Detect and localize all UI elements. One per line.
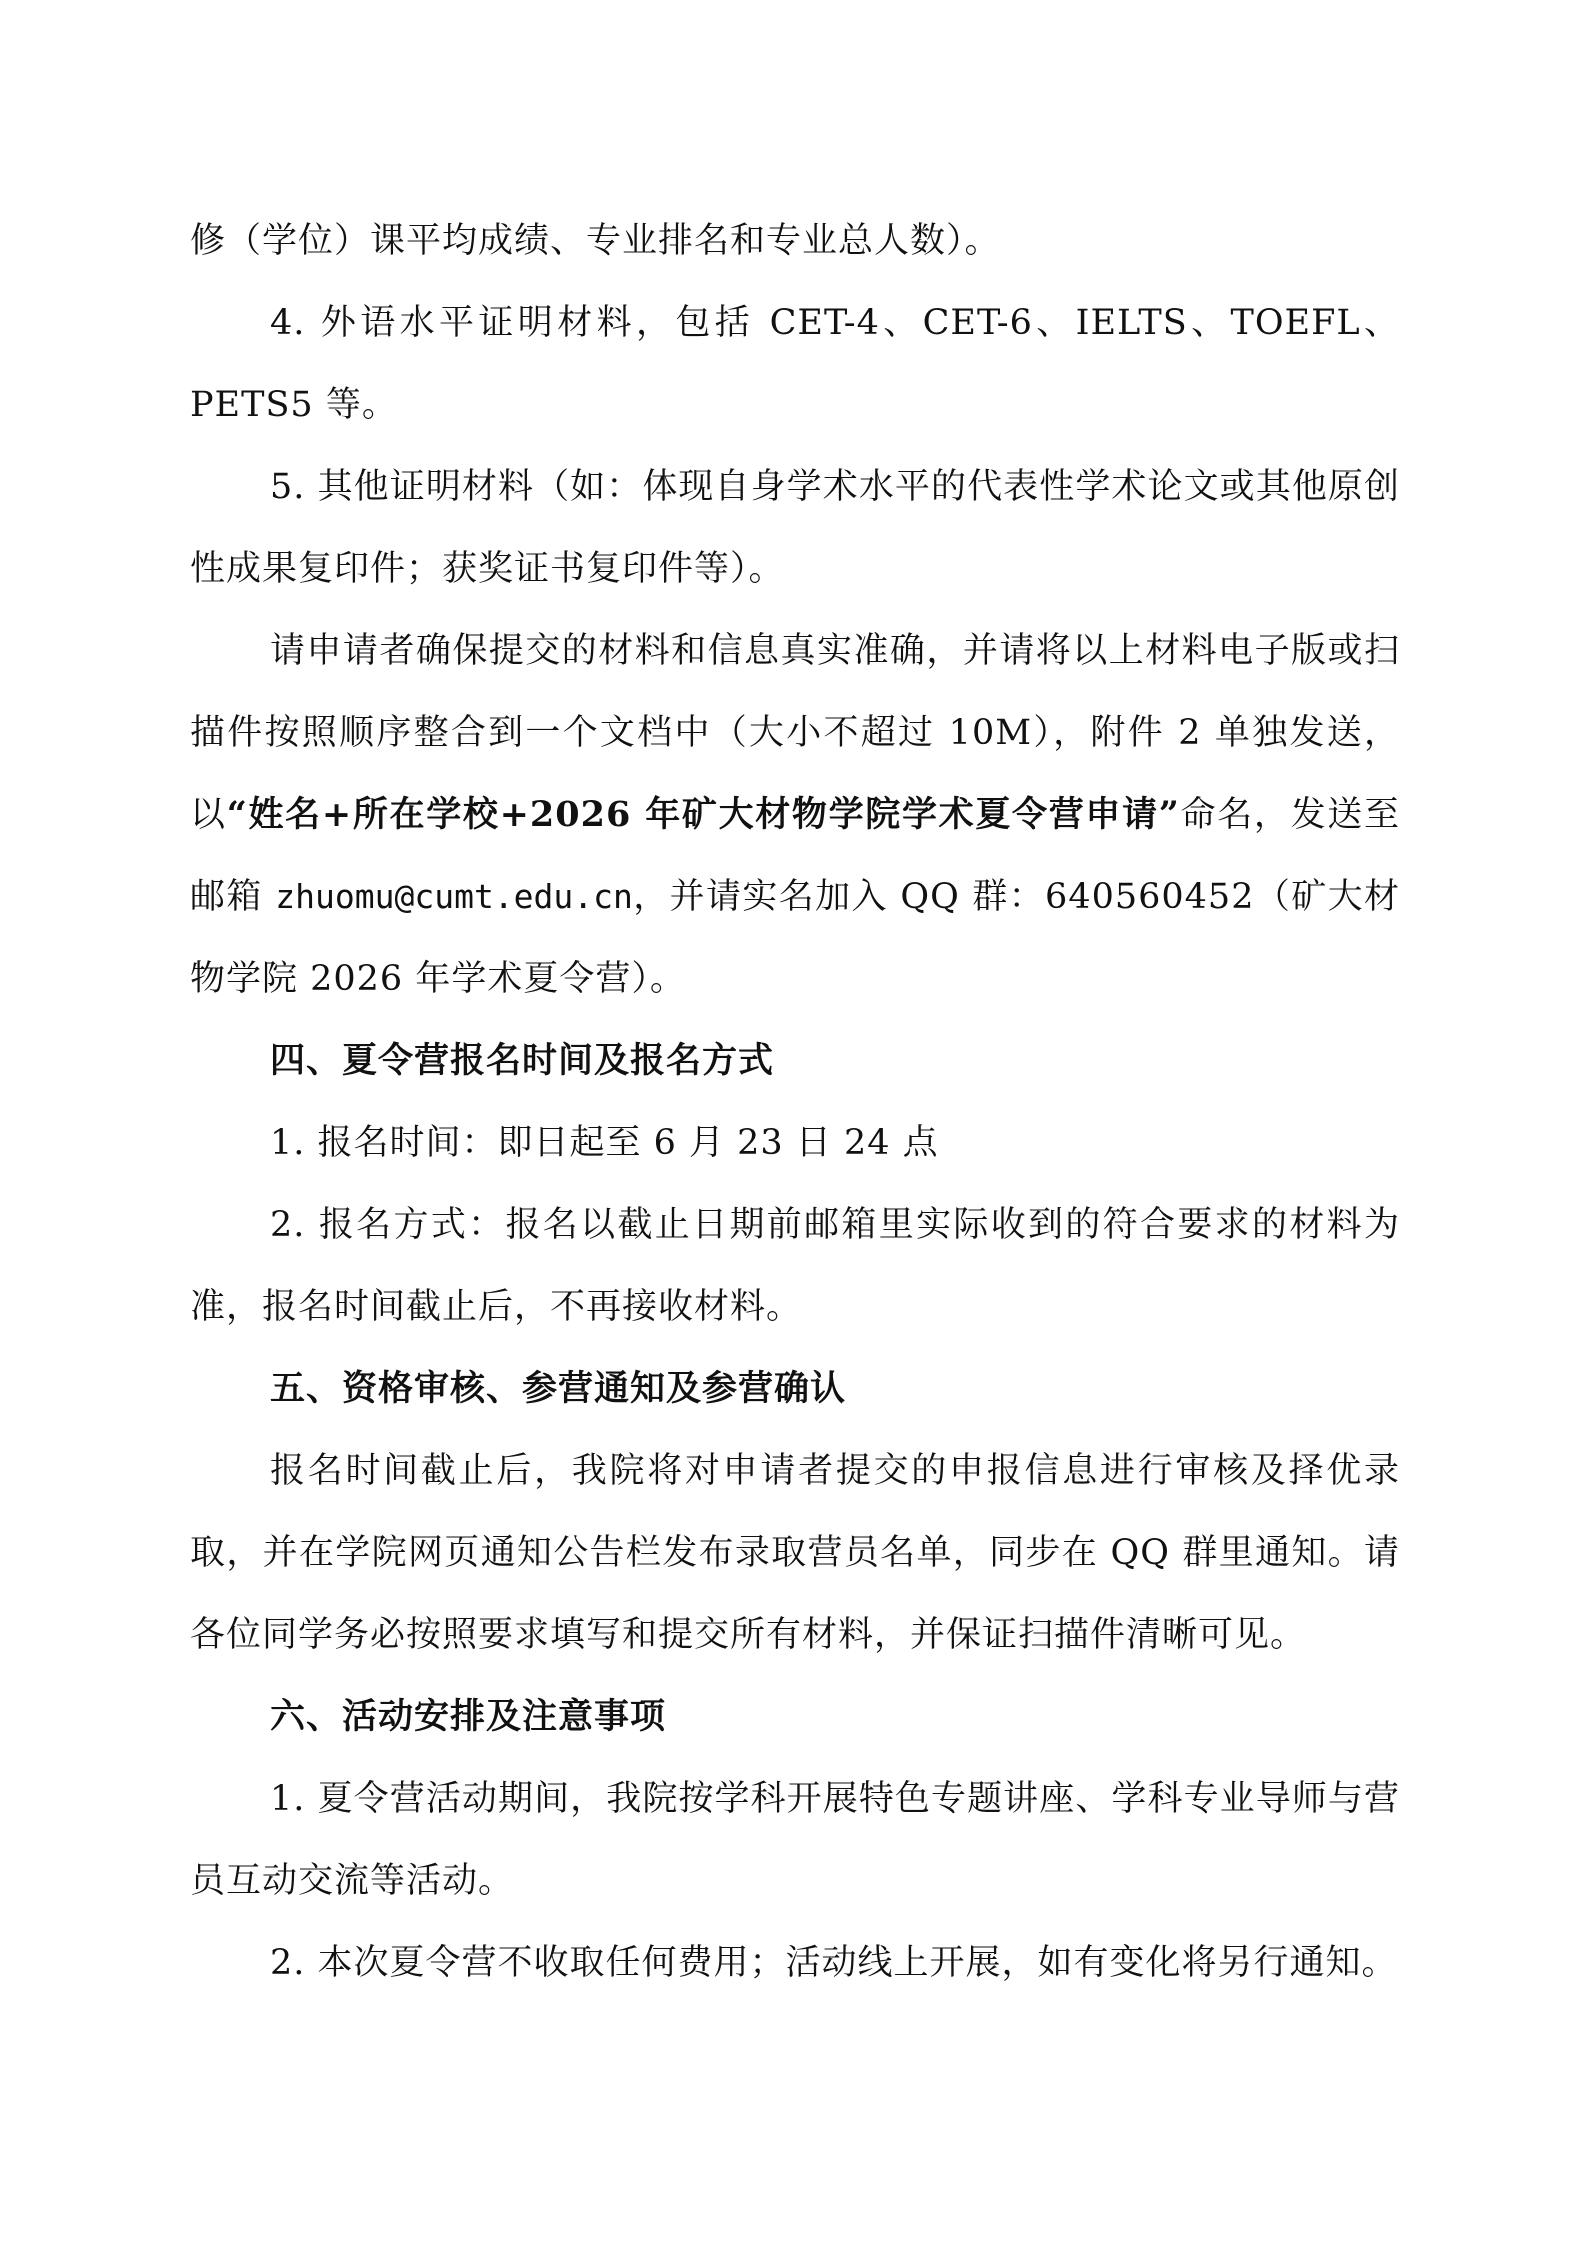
email-subject-format: “姓名+所在学校+2026 年矿大材物学院学术夏令营申请” [226,794,1180,835]
submission-text-middle: 命名，发送至邮箱 [190,795,1400,917]
paragraph-continuation: 修（学位）课平均成绩、专业排名和专业总人数）。 [190,221,1001,261]
section-5-heading: 五、资格审核、参营通知及参营确认 [270,1368,847,1409]
section-4-heading: 四、夏令营报名时间及报名方式 [270,1040,775,1081]
paragraph-item-4: 4. 外语水平证明材料，包括 CET-4、CET-6、IELTS、TOEFL、PETS5 等。 [190,303,1400,425]
section-6-heading: 六、活动安排及注意事项 [270,1696,667,1737]
section-6-item-1: 1. 夏令营活动期间，我院按学科开展特色专题讲座、学科专业导师与营员互动交流等活动。 [190,1779,1400,1901]
contact-email: zhuomu@cumt.edu.cn [275,877,633,916]
document-body [190,200,1400,2004]
section-4-item-1: 1. 报名时间：即日起至 6 月 23 日 24 点 [270,1123,939,1163]
paragraph-item-5: 5. 其他证明材料（如：体现自身学术水平的代表性学术论文或其他原创性成果复印件；获奖证书复印件等）。 [190,467,1400,589]
submission-text-after: ，并请实名加入 QQ 群：640560452（矿大材物学院 2026 年学术夏令营）。 [190,877,1400,999]
section-5-text: 报名时间截止后，我院将对申请者提交的申报信息进行审核及择优录取，并在学院网页通知公告栏发布录取营员名单，同步在 QQ 群里通知。请各位同学务必按照要求填写和提交所有材料，并保证扫描件清晰可见。 [190,1451,1400,1655]
section-6-item-2: 2. 本次夏令营不收取任何费用；活动线上开展，如有变化将另行通知。 [270,1943,1398,1983]
submission-text-before: 请申请者确保提交的材料和信息真实准确，并请将以上材料电子版或扫描件按照顺序整合到一个文档中（大小不超过 10M），附件 2 单独发送，以 [190,631,1400,835]
section-4-item-2: 2. 报名方式：报名以截止日期前邮箱里实际收到的符合要求的材料为准，报名时间截止后，不再接收材料。 [190,1205,1400,1327]
paragraph-submission-instructions [190,610,1400,1020]
